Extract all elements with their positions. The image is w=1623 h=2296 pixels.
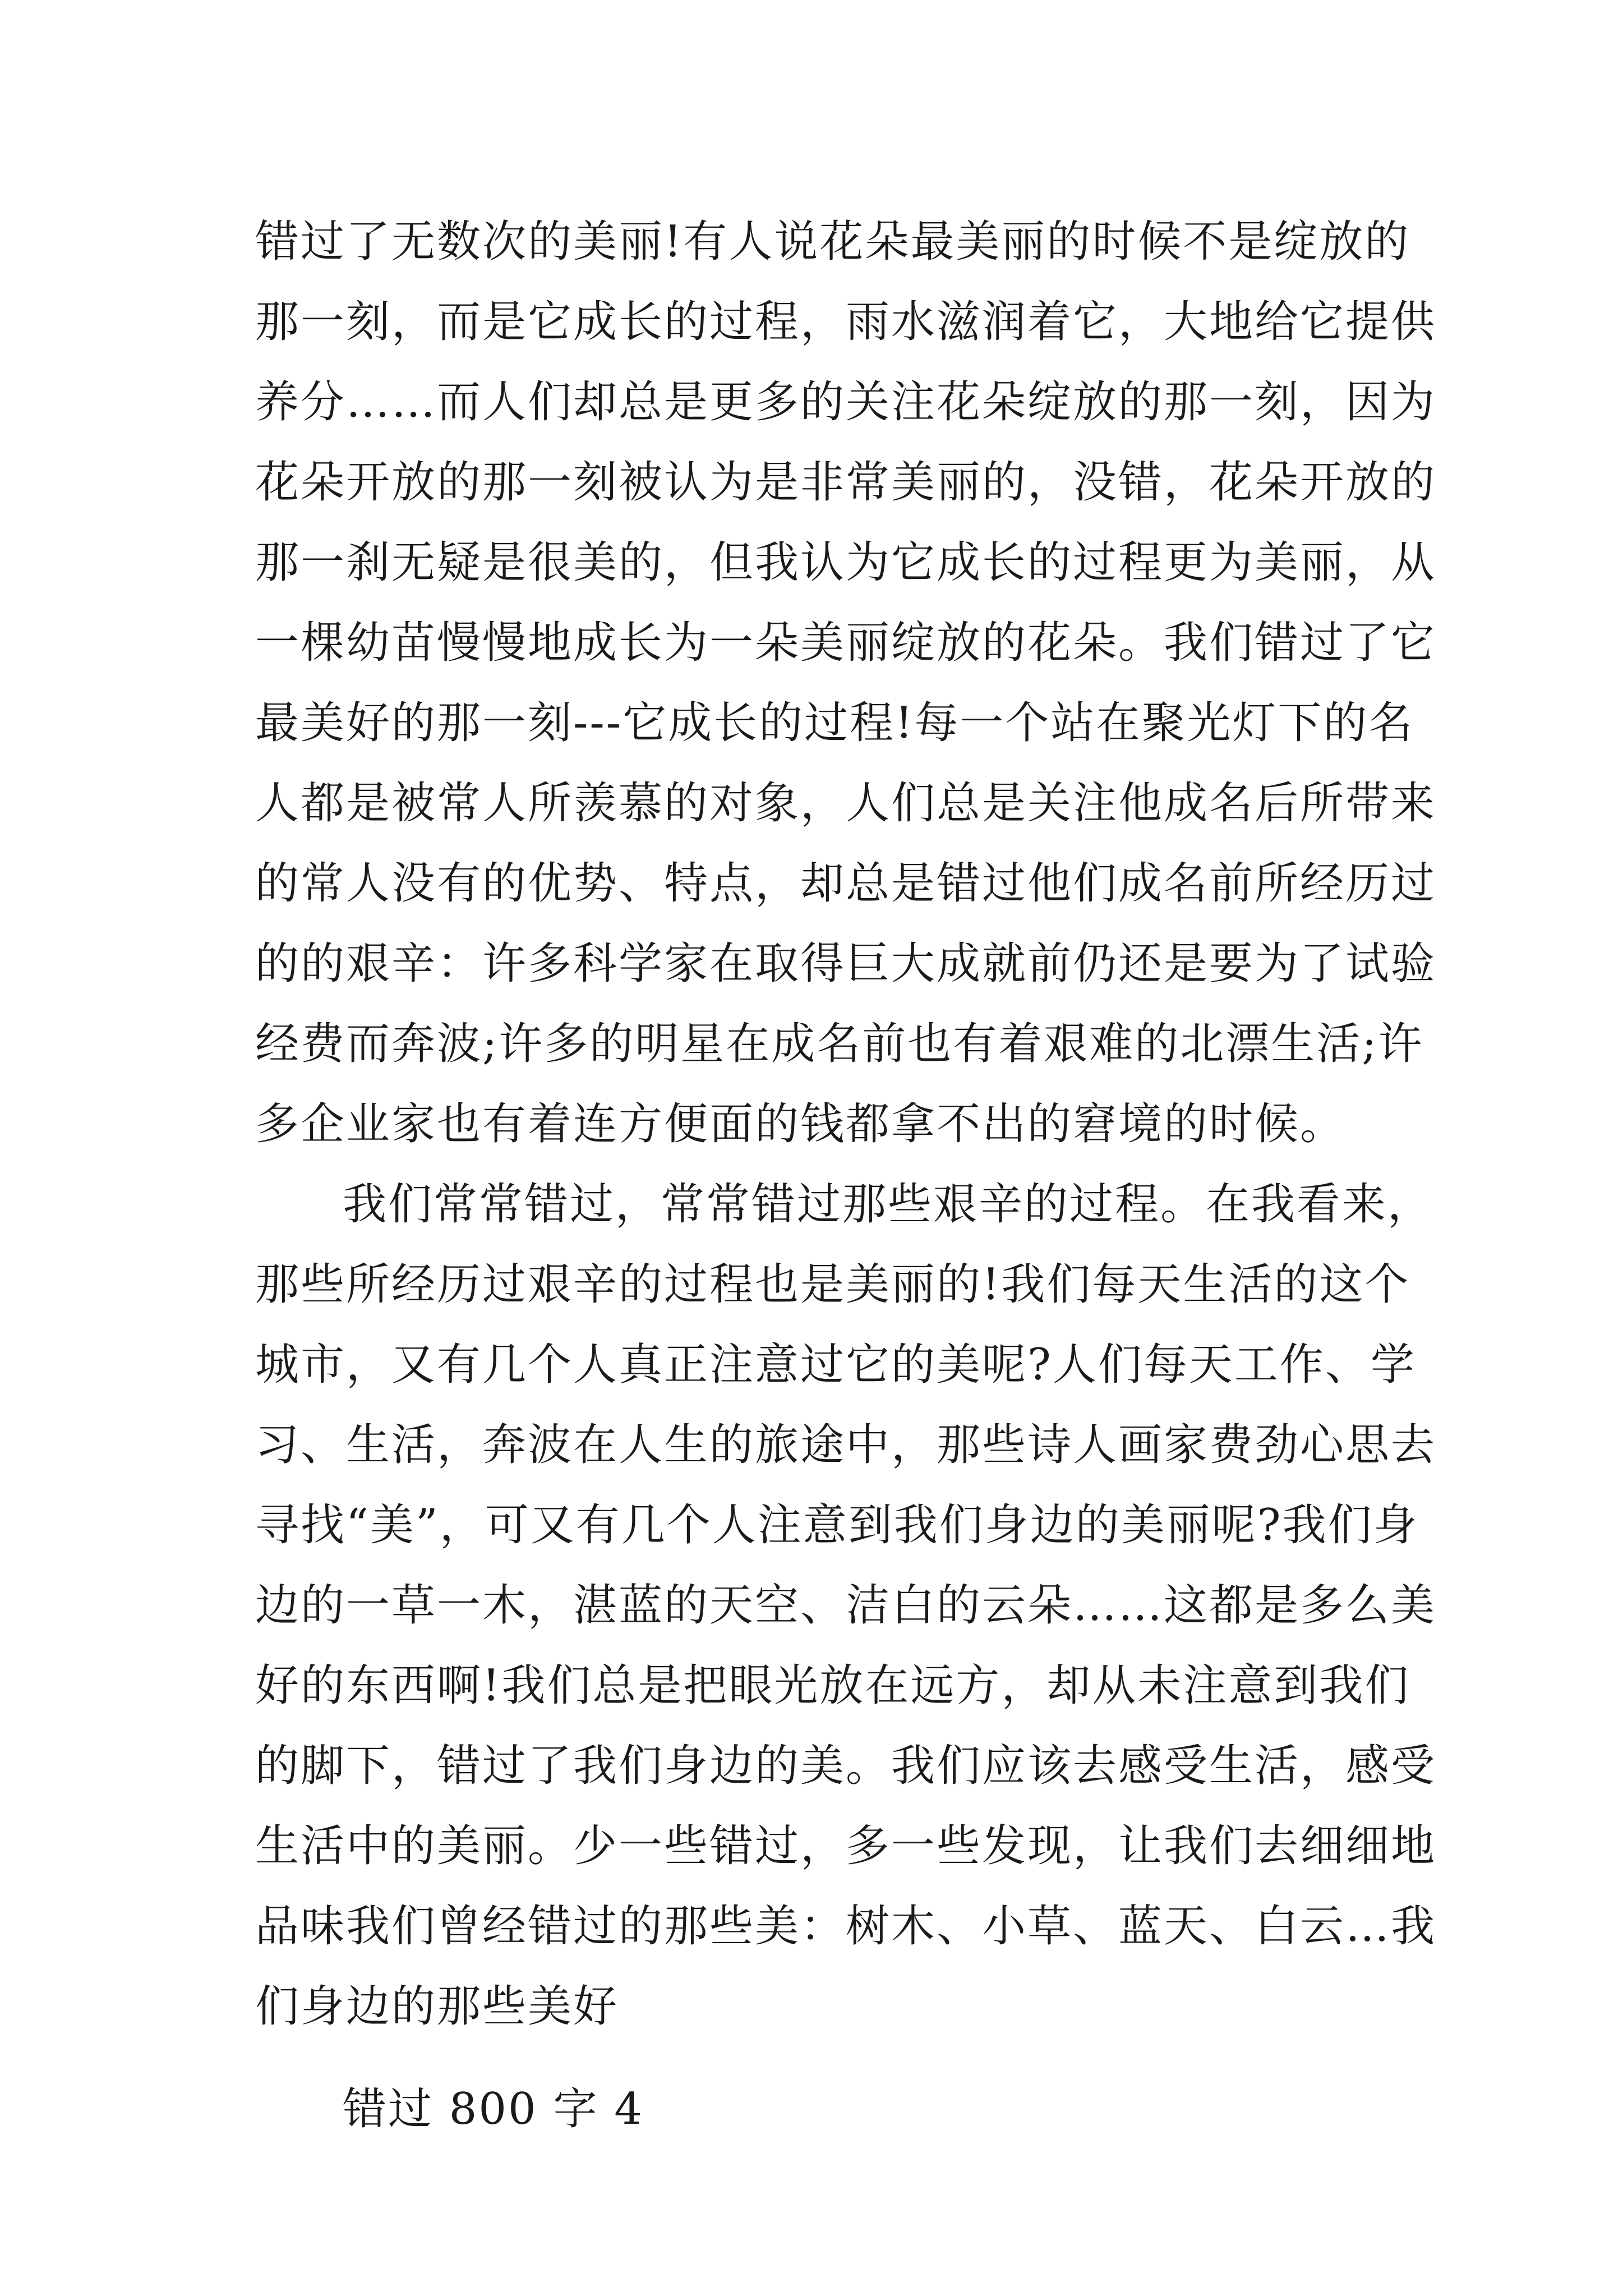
text-line: 多企业家也有着连方便面的钱都拿不出的窘境的时候。 (255, 1099, 1346, 1149)
text-line: 习、生活，奔波在人生的旅途中，那些诗人画家费劲心思去 (255, 1420, 1437, 1470)
text-line: 养分……而人们却总是更多的关注花朵绽放的那一刻，因为 (255, 377, 1437, 427)
text-line: 的常人没有的优势、特点，却总是错过他们成名前所经历过 (255, 858, 1437, 909)
text-line: 寻找“美”，可又有几个人注意到我们身边的美丽呢?我们身 (255, 1500, 1419, 1550)
paragraph-2 (255, 1165, 1437, 2047)
text-line: 人都是被常人所羡慕的对象，人们总是关注他成名后所带来 (255, 778, 1437, 829)
next-essay-title: 错过 800 字 4 (343, 2084, 644, 2134)
paragraph-1 (255, 202, 1437, 1165)
text-line: 们身边的那些美好 (255, 1981, 619, 2032)
text-line: 边的一草一木，湛蓝的天空、洁白的云朵……这都是多么美 (255, 1580, 1437, 1631)
text-line: 生活中的美丽。少一些错过，多一些发现，让我们去细细地 (255, 1821, 1437, 1871)
text-line: 那一刹无疑是很美的，但我认为它成长的过程更为美丽，从 (255, 537, 1437, 588)
text-line: 的脚下，错过了我们身边的美。我们应该去感受生活，感受 (255, 1741, 1437, 1791)
text-line: 花朵开放的那一刻被认为是非常美丽的，没错，花朵开放的 (255, 457, 1437, 508)
text-line: 好的东西啊!我们总是把眼光放在远方，却从未注意到我们 (255, 1660, 1410, 1711)
text-line: 品味我们曾经错过的那些美：树木、小草、蓝天、白云…我 (255, 1901, 1437, 1952)
text-line: 一棵幼苗慢慢地成长为一朵美丽绽放的花朵。我们错过了它 (255, 618, 1437, 668)
text-line: 城市，又有几个人真正注意过它的美呢?人们每天工作、学 (255, 1340, 1416, 1390)
text-line: 经费而奔波;许多的明星在成名前也有着艰难的北漂生活;许 (255, 1019, 1424, 1069)
text-line: 的的艰辛：许多科学家在取得巨大成就前仍还是要为了试验 (255, 938, 1437, 989)
text-line: 我们常常错过，常常错过那些艰辛的过程。在我看来， (343, 1179, 1433, 1230)
text-line: 那一刻，而是它成长的过程，雨水滋润着它，大地给它提供 (255, 297, 1437, 347)
text-line: 最美好的那一刻---它成长的过程!每一个站在聚光灯下的名 (255, 698, 1414, 748)
text-line: 错过了无数次的美丽!有人说花朵最美丽的时候不是绽放的 (255, 217, 1410, 267)
text-line: 那些所经历过艰辛的过程也是美丽的!我们每天生活的这个 (255, 1259, 1410, 1310)
body-text (255, 202, 1437, 2150)
